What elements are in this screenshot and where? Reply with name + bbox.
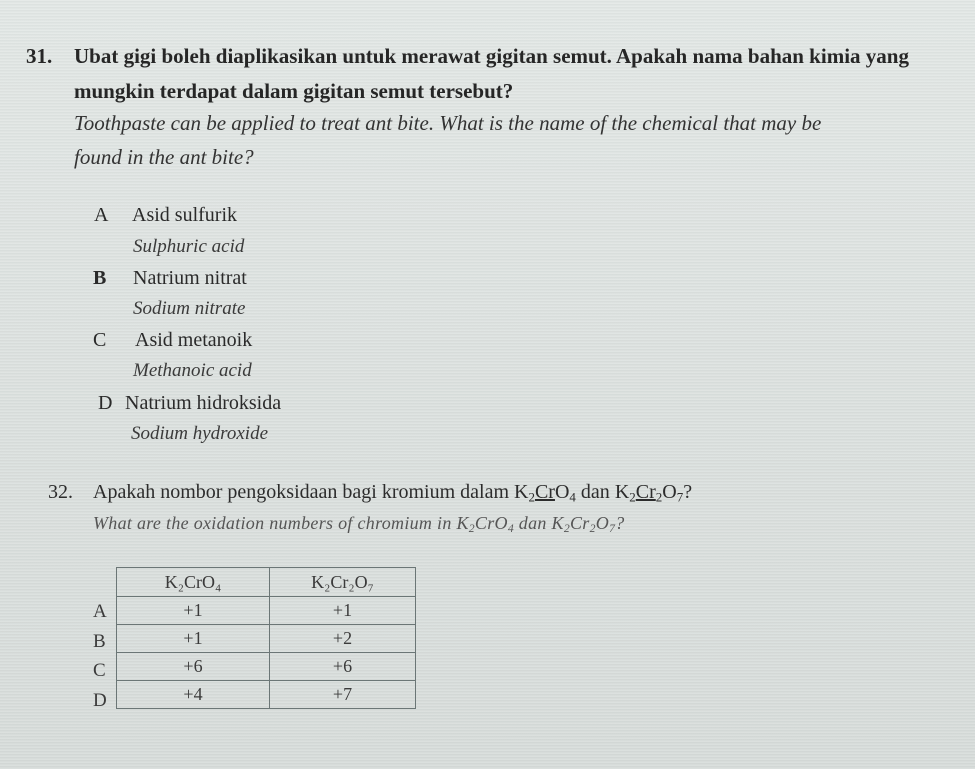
row-letter-b[interactable]: B <box>93 630 106 652</box>
oxidation-number-table <box>116 567 416 709</box>
question-32-english <box>93 513 625 535</box>
question-31-english-line-1: Toothpaste can be applied to treat ant bite. What is the name of the chemical that may be <box>74 111 822 135</box>
question-31-malay-line-1: Ubat gigi boleh diaplikasikan untuk merawat gigitan semut. Apakah nama bahan kimia yang <box>74 44 909 68</box>
option-b-english: Sodium nitrate <box>133 298 246 319</box>
question-32-malay <box>93 481 692 505</box>
q32-malay-suffix: ? <box>683 481 693 503</box>
option-c-malay[interactable]: Asid metanoik <box>135 329 253 351</box>
row-letter-d[interactable]: D <box>93 689 107 711</box>
option-a-english: Sulphuric acid <box>133 236 245 257</box>
table-cell-b-k2cr2o7: +2 <box>270 625 416 653</box>
question-31-malay-line-2: mungkin terdapat dalam gigitan semut tersebut? <box>74 79 514 103</box>
table-header-k2cro4: K₂CrO₄ <box>117 568 270 597</box>
formula-k2cr2o7-english: $K_2Cr_2O_7$ <box>551 513 616 535</box>
table-row-letters <box>93 597 107 715</box>
table-row[interactable] <box>117 625 416 653</box>
question-31-english-line-2: found in the ant bite? <box>74 145 254 169</box>
table-header-row <box>117 568 416 597</box>
option-b-malay[interactable]: Natrium nitrat <box>133 267 247 289</box>
q32-english-suffix: ? <box>615 513 625 533</box>
table-cell-c-k2cro4: +6 <box>117 653 270 681</box>
q32-english-prefix: What are the oxidation numbers of chromium in <box>93 513 457 533</box>
option-d-malay[interactable]: Natrium hidroksida <box>125 392 282 414</box>
table-cell-b-k2cro4: +1 <box>117 625 270 653</box>
q32-malay-mid: dan <box>575 481 615 503</box>
table-row[interactable] <box>117 653 416 681</box>
formula-k2cro4: $K_2CrO_4$ <box>514 481 576 505</box>
table-cell-a-k2cro4: +1 <box>117 597 270 625</box>
option-d-letter[interactable]: D <box>98 392 113 414</box>
formula-k2cro4-english: $K_2CrO_4$ <box>456 513 514 535</box>
table-row[interactable] <box>117 597 416 625</box>
table-row[interactable] <box>117 681 416 709</box>
question-31-number: 31. <box>26 44 53 68</box>
option-c-english: Methanoic acid <box>133 360 252 381</box>
table-cell-d-k2cro4: +4 <box>117 681 270 709</box>
q32-english-mid: dan <box>514 513 552 533</box>
option-b-letter[interactable]: B <box>93 267 107 289</box>
question-32-number: 32. <box>48 481 73 503</box>
row-letter-c[interactable]: C <box>93 660 106 681</box>
table-cell-c-k2cr2o7: +6 <box>270 653 416 681</box>
option-a-malay[interactable]: Asid sulfurik <box>132 204 237 226</box>
option-d-english: Sodium hydroxide <box>131 423 269 444</box>
table-cell-a-k2cr2o7: +1 <box>270 597 416 625</box>
option-c-letter[interactable]: C <box>93 329 107 351</box>
q32-malay-prefix: Apakah nombor pengoksidaan bagi kromium dalam <box>93 481 515 503</box>
option-a-letter[interactable]: A <box>94 204 109 226</box>
table-header-k2cr2o7: K₂Cr₂O₇ <box>270 568 416 597</box>
row-letter-a[interactable]: A <box>93 601 107 622</box>
table-cell-d-k2cr2o7: +7 <box>270 681 416 709</box>
formula-k2cr2o7: $K_2Cr_2O_7$ <box>614 481 684 505</box>
